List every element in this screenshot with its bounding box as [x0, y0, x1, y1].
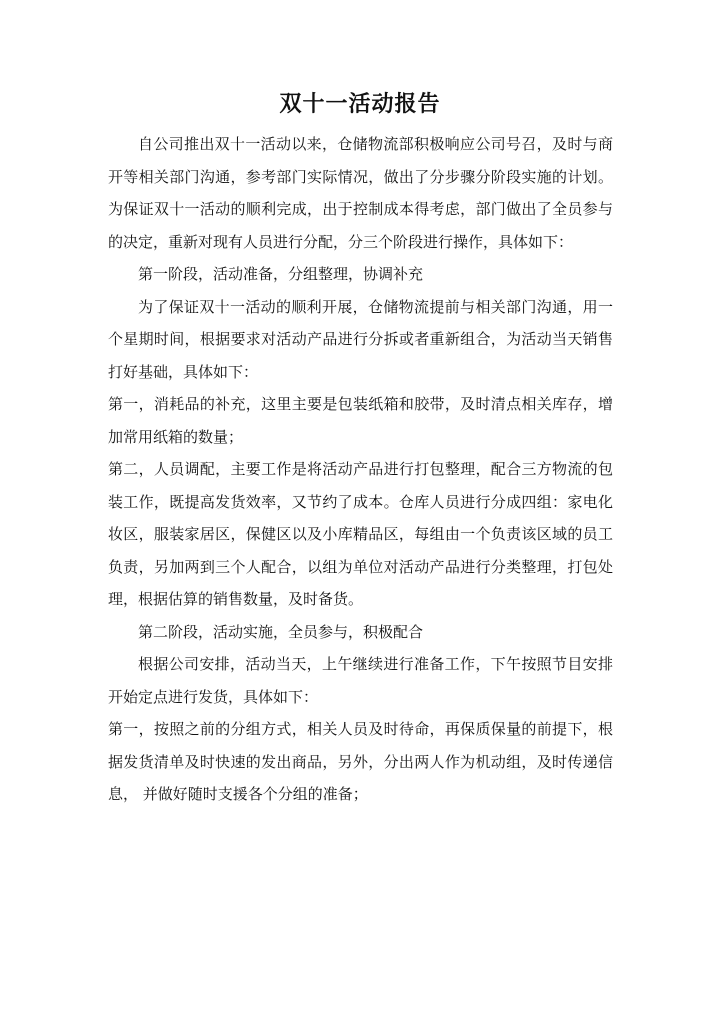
document-title: 双十一活动报告: [279, 92, 441, 117]
stage-one-paragraph: 为了保证双十一活动的顺利开展，仓储物流提前与相关部门沟通，用一个星期时间，根据要求对活动产品进行分拆或者重新组合，为活动当天销售打好基础，具体如下：: [108, 297, 613, 381]
stage-one-heading: 第一阶段，活动准备，分组整理，协调补充: [138, 265, 424, 283]
stage-two-paragraph: 根据公司安排，活动当天，上午继续进行准备工作，下午按照节目安排开始定点进行发货，具体如下：: [108, 655, 613, 706]
intro-paragraph: 自公司推出双十一活动以来，仓储物流部积极响应公司号召，及时与商开等相关部门沟通，参考部门实际情况，做出了分步骤分阶段实施的计划。为保证双十一活动的顺利完成，出于控制成本得考虑，部门做出了全员参与的决定，重新对现有人员进行分配，分三个阶段进行操作，具体如下：: [108, 135, 613, 251]
stage-one-item-2: 第二，人员调配，主要工作是将活动产品进行打包整理，配合三方物流的包装工作，既提高发货效率，又节约了成本。仓库人员进行分成四组：家电化妆区，服装家居区，保健区以及小库精品区，每组由一个负责该区域的员工负责，另加两到三个人配合，以组为单位对活动产品进行分类整理，打包处理，根据估算的销售数量，及时备货。: [108, 460, 613, 608]
stage-two-item-1: 第一，按照之前的分组方式，相关人员及时待命，再保质保量的前提下，根据发货清单及时快速的发出商品，另外，分出两人作为机动组，及时传递信息， 并做好随时支援各个分组的准备；: [108, 720, 613, 803]
stage-one-item-1: 第一，消耗品的补充，这里主要是包装纸箱和胶带，及时清点相关库存，增加常用纸箱的数量；: [108, 395, 613, 446]
stage-two-heading: 第二阶段，活动实施，全员参与，积极配合: [138, 622, 424, 641]
document-body: [108, 128, 613, 811]
